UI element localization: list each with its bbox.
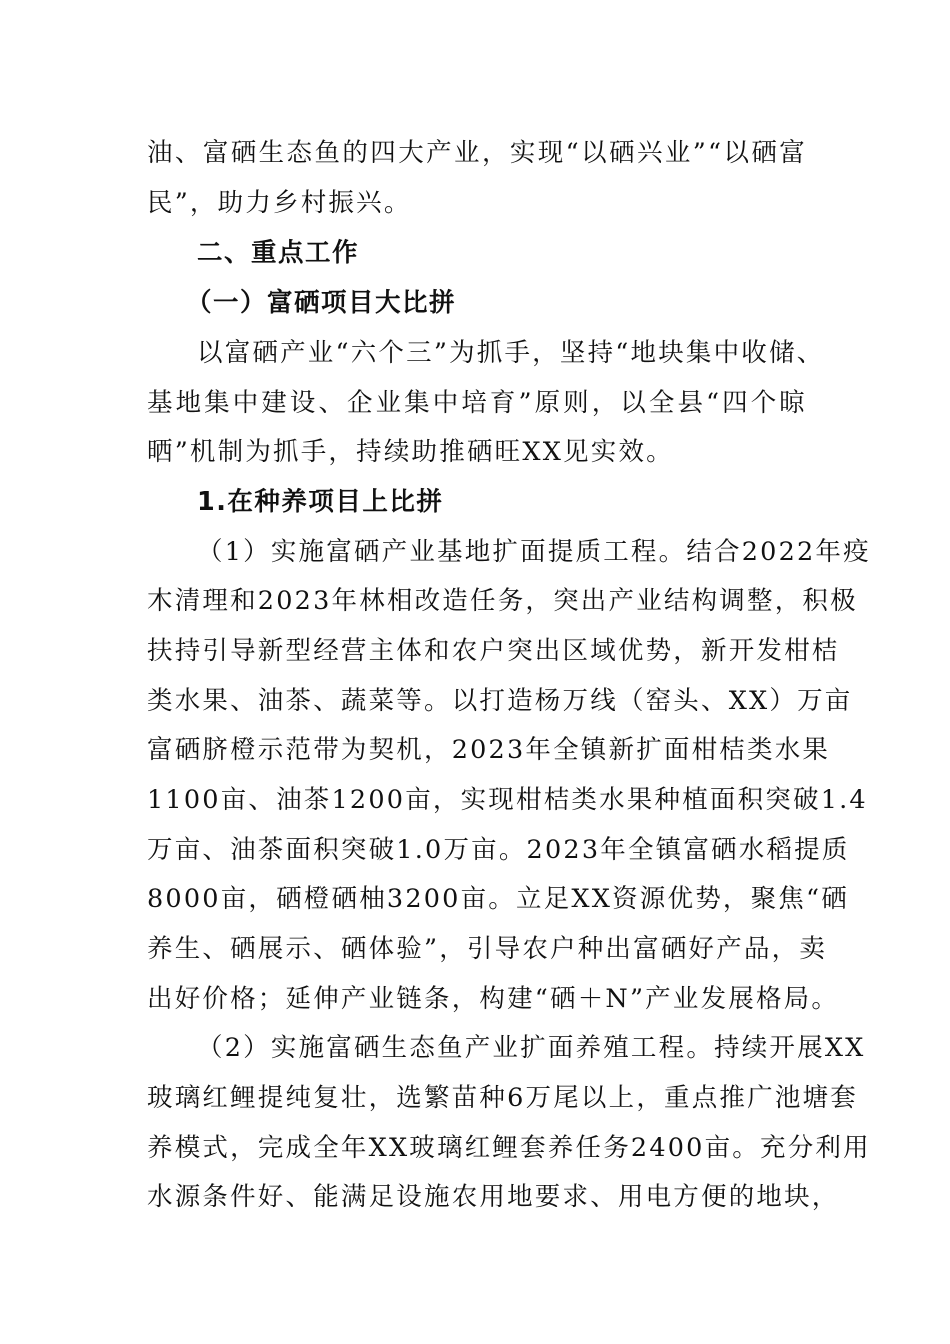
paragraph-line: （2）实施富硒生态鱼产业扩面养殖工程。持续开展XX <box>197 1033 866 1063</box>
subsection-heading: （一）富硒项目大比拼 <box>186 288 457 318</box>
paragraph-line: 富硒脐橙示范带为契机，2023年全镇新扩面柑桔类水果 <box>147 735 831 765</box>
paragraph-line: 养生、硒展示、硒体验”，引导农户种出富硒好产品，卖 <box>147 934 828 964</box>
paragraph-line: 8000亩，硒橙硒柚3200亩。立足XX资源优势，聚焦“硒 <box>147 884 849 914</box>
paragraph-line: 1100亩、油茶1200亩，实现柑桔类水果种植面积突破1.4 <box>147 785 868 815</box>
paragraph-line: 基地集中建设、企业集中培育”原则，以全县“四个晾 <box>147 388 807 418</box>
paragraph-line: （1）实施富硒产业基地扩面提质工程。结合2022年疫 <box>197 537 871 567</box>
paragraph-line: 出好价格；延伸产业链条，构建“硒＋N”产业发展格局。 <box>147 984 840 1014</box>
paragraph-line: 以富硒产业“六个三”为抓手，坚持“地块集中收储、 <box>197 338 825 368</box>
paragraph-line: 木清理和2023年林相改造任务，突出产业结构调整，积极 <box>147 586 858 616</box>
paragraph-line: 晒”机制为抓手，持续助推硒旺XX见实效。 <box>147 437 674 467</box>
item-heading: 1.在种养项目上比拼 <box>197 487 444 517</box>
paragraph-line: 油、富硒生态鱼的四大产业，实现“以硒兴业”“以硒富 <box>147 138 807 168</box>
paragraph-line: 扶持引导新型经营主体和农户突出区域优势，新开发柑桔 <box>147 636 840 666</box>
paragraph-line: 民”，助力乡村振兴。 <box>147 188 412 218</box>
section-heading: 二、重点工作 <box>197 238 360 268</box>
paragraph-line: 万亩、油茶面积突破1.0万亩。2023年全镇富硒水稻提质 <box>147 835 850 865</box>
paragraph-line: 水源条件好、能满足设施农用地要求、用电方便的地块， <box>147 1182 840 1212</box>
paragraph-line: 玻璃红鲤提纯复壮，选繁苗种6万尾以上，重点推广池塘套 <box>147 1083 858 1113</box>
paragraph-line: 类水果、油茶、蔬菜等。以打造杨万线（窑头、XX）万亩 <box>147 686 853 716</box>
paragraph-line: 养模式，完成全年XX玻璃红鲤套养任务2400亩。充分利用 <box>147 1133 871 1163</box>
